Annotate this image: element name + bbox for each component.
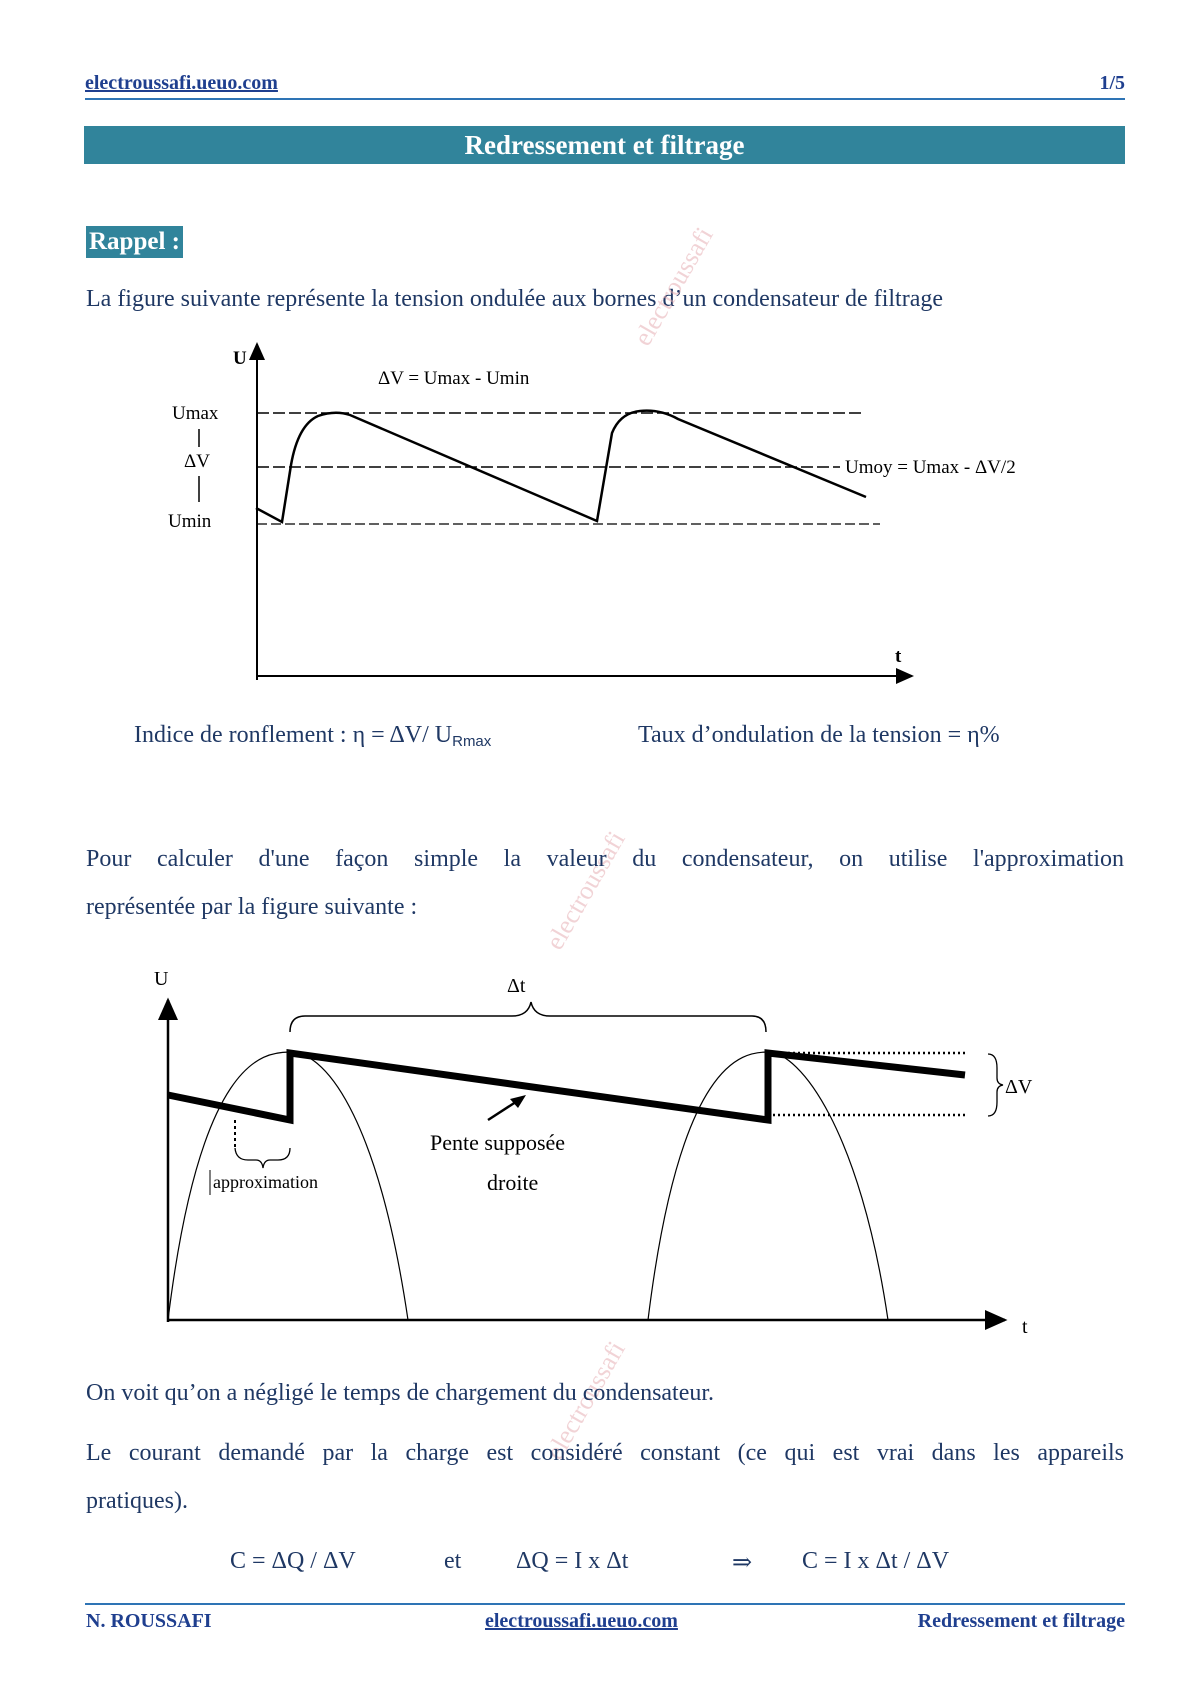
note-constant-current-line2: pratiques). <box>86 1488 188 1514</box>
approx-waveform <box>168 1053 965 1120</box>
dt-label: Δt <box>507 975 526 997</box>
ripple-voltage-figure <box>0 330 1200 690</box>
dv-brace <box>988 1054 1003 1116</box>
page-title: Redressement et filtrage <box>84 126 1125 164</box>
approx-brace <box>235 1148 290 1168</box>
approx-label: approximation <box>213 1172 318 1192</box>
footer-author: N. ROUSSAFI <box>86 1610 212 1632</box>
note-constant-current-line1: Le courant demandé par la charge est considéré constant (ce qui est vrai dans les appareils <box>86 1440 1124 1466</box>
watermark-3: electroussafi <box>540 1336 631 1465</box>
intro-paragraph: La figure suivante représente la tension ondulée aux bornes d’un condensateur de filtrage <box>86 286 944 312</box>
implies-icon: ⇒ <box>732 1550 753 1576</box>
paragraph-approximation-line2: représentée par la figure suivante : <box>86 894 418 920</box>
pente-label-line2: droite <box>487 1170 539 1195</box>
header-site-link[interactable]: electroussafi.ueuo.com <box>85 72 278 94</box>
umin-label: Umin <box>168 511 212 532</box>
formula-et: et <box>444 1548 462 1574</box>
note-charging-time: On voit qu’on a négligé le temps de chargement du condensateur. <box>86 1380 715 1406</box>
formula-dq-i-dt: ΔQ = I x Δt <box>516 1548 629 1574</box>
dt-brace <box>290 1002 766 1032</box>
fig1-dv-label: ΔV <box>184 451 210 472</box>
indice-text: Indice de ronflement : η = ΔV/ U <box>134 722 453 748</box>
paragraph-approximation-line1: Pour calculer d'une façon simple la valeur du condensateur, on utilise l'approximation <box>86 846 1124 872</box>
footer-topic: Redressement et filtrage <box>917 1610 1125 1632</box>
watermark-1: electroussafi <box>628 222 719 351</box>
footer-divider <box>85 1603 1125 1605</box>
pente-arrowhead <box>510 1095 526 1108</box>
dv-formula: ΔV = Umax - Umin <box>378 368 530 389</box>
indice-ronflement <box>134 722 491 750</box>
page-number: 1/5 <box>1099 72 1125 94</box>
approximation-figure <box>0 950 1200 1340</box>
section-heading-rappel: Rappel : <box>86 226 183 258</box>
footer-site-link[interactable]: electroussafi.ueuo.com <box>485 1610 678 1632</box>
header-divider <box>85 98 1125 100</box>
pente-label-line1: Pente supposée <box>430 1130 566 1155</box>
fig2-u-label: U <box>154 968 169 990</box>
fig2-dv-label: ΔV <box>1005 1076 1033 1098</box>
fig1-u-label: U <box>233 348 247 369</box>
taux-ondulation: Taux d’ondulation de la tension = η% <box>638 722 1000 748</box>
fig1-t-label: t <box>895 646 902 667</box>
fig2-t-label: t <box>1022 1316 1028 1338</box>
formula-c-final: C = I x Δt / ΔV <box>802 1548 950 1574</box>
umax-label: Umax <box>172 403 219 424</box>
formula-c-dq-dv: C = ΔQ / ΔV <box>230 1548 356 1574</box>
umoy-formula: Umoy = Umax - ΔV/2 <box>845 457 1016 478</box>
indice-subscript: Rmax <box>452 733 492 750</box>
watermark-2: electroussafi <box>540 826 631 955</box>
